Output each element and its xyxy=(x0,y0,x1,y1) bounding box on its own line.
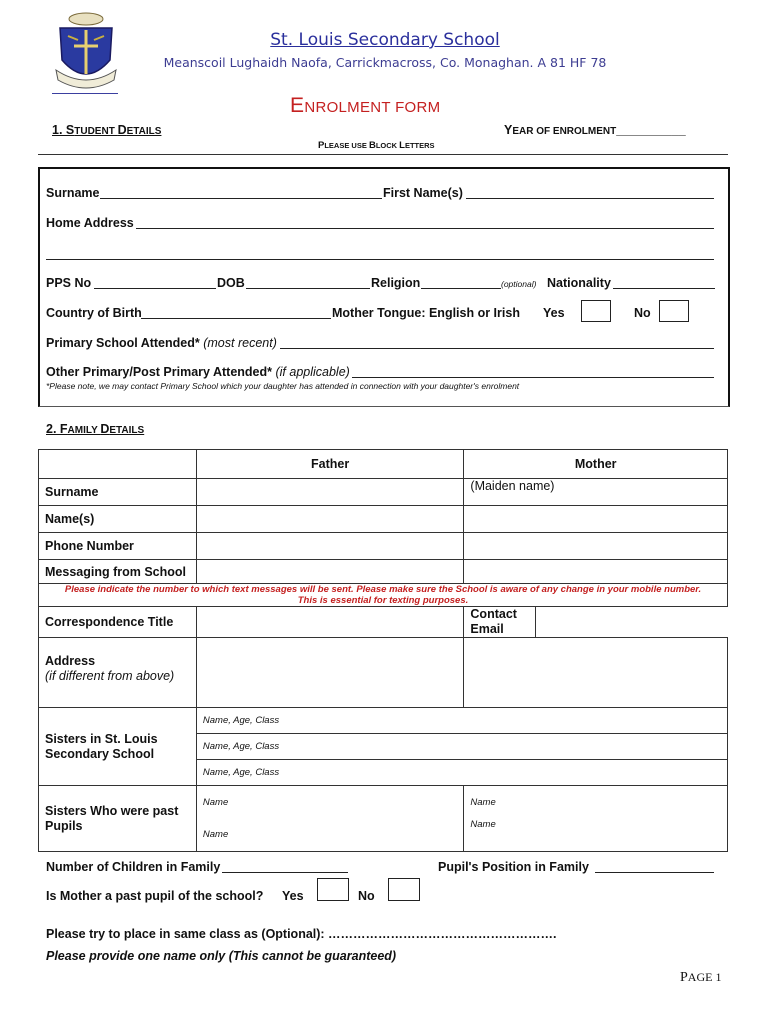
sister-3-field[interactable]: Name, Age, Class xyxy=(196,760,727,786)
block-letters-note: PLEASE USE BLOCK LETTERS xyxy=(318,140,435,151)
religion-label: Religion xyxy=(371,276,421,290)
country-of-birth-label: Country of Birth xyxy=(46,306,142,320)
mother-tongue-label: Mother Tongue: English or Irish xyxy=(332,306,520,320)
home-address-field-2[interactable] xyxy=(46,247,714,260)
pps-label: PPS No xyxy=(46,276,92,290)
sister-2-field[interactable]: Name, Age, Class xyxy=(196,734,727,760)
mother-past-no-label: No xyxy=(358,889,375,903)
other-primary-field[interactable] xyxy=(352,365,714,378)
mother-past-pupil-label: Is Mother a past pupil of the school? xyxy=(46,889,264,903)
mother-address-field[interactable] xyxy=(464,638,728,708)
pps-field[interactable] xyxy=(94,276,216,289)
past-pupil-3-field[interactable]: Name xyxy=(470,796,496,808)
nationality-field[interactable] xyxy=(613,276,715,289)
contact-email-field[interactable] xyxy=(536,607,728,638)
children-count-label: Number of Children in Family xyxy=(46,860,221,874)
contact-primary-note: *Please note, we may contact Primary School which your daughter has attended in connection with your daughter's enrolment xyxy=(46,381,520,391)
first-names-label: First Name(s) xyxy=(383,186,463,200)
optional-note: (optional) xyxy=(501,279,537,289)
correspondence-title-label: Correspondence Title xyxy=(39,607,197,638)
children-count-field[interactable] xyxy=(222,860,348,873)
page-number: PAGE 1 xyxy=(680,970,722,985)
school-crest-logo xyxy=(52,10,120,90)
home-address-field[interactable] xyxy=(136,216,714,229)
surname-field[interactable] xyxy=(100,186,382,199)
school-address: Meanscoil Lughaidh Naofa, Carrickmacross, Co. Monaghan. A 81 HF 78 xyxy=(163,55,607,70)
mother-tongue-yes-checkbox[interactable] xyxy=(581,300,611,322)
family-names-label: Name(s) xyxy=(39,506,197,533)
school-name: St. Louis Secondary School xyxy=(270,30,500,50)
family-surname-label: Surname xyxy=(39,479,197,506)
phone-number-label: Phone Number xyxy=(39,533,197,560)
other-primary-label: Other Primary/Post Primary Attended* (if applicable) xyxy=(46,365,350,379)
religion-field[interactable] xyxy=(421,276,501,289)
contact-email-label: Contact Email xyxy=(464,607,536,638)
first-names-field[interactable] xyxy=(466,186,714,199)
sisters-past-pupils-label: Sisters Who were past Pupils xyxy=(39,786,197,852)
mother-tongue-yes-label: Yes xyxy=(543,306,565,320)
father-address-field[interactable] xyxy=(196,638,464,708)
section-1-heading: 1. STUDENT DETAILS xyxy=(52,123,162,137)
messaging-label: Messaging from School xyxy=(39,560,197,584)
past-pupil-4-field[interactable]: Name xyxy=(470,818,496,830)
maiden-name-hint: (Maiden name) xyxy=(470,479,555,493)
mother-tongue-no-label: No xyxy=(634,306,651,320)
section-2-heading: 2. FAMILY DETAILS xyxy=(46,422,145,436)
same-class-request[interactable]: Please try to place in same class as (Optional): ………………………………………………. xyxy=(46,927,557,941)
mother-past-no-checkbox[interactable] xyxy=(388,878,420,901)
family-details-table xyxy=(38,449,728,852)
surname-label: Surname xyxy=(46,186,100,200)
sister-1-field[interactable]: Name, Age, Class xyxy=(196,708,727,734)
mother-past-yes-label: Yes xyxy=(282,889,304,903)
father-messaging-field[interactable] xyxy=(196,560,464,584)
nationality-label: Nationality xyxy=(547,276,611,290)
header-divider xyxy=(38,154,728,155)
father-surname-field[interactable] xyxy=(196,479,464,506)
home-address-label: Home Address xyxy=(46,216,134,230)
address-label: Address (if different from above) xyxy=(39,638,197,708)
dob-label: DOB xyxy=(217,276,245,290)
correspondence-title-field[interactable] xyxy=(196,607,464,638)
father-column-header: Father xyxy=(196,450,464,479)
primary-school-label: Primary School Attended* (most recent) xyxy=(46,336,277,350)
mother-column-header: Mother xyxy=(464,450,728,479)
year-of-enrolment-label: YEAR OF ENROLMENT__________ xyxy=(504,123,686,137)
father-names-field[interactable] xyxy=(196,506,464,533)
crest-underline xyxy=(52,93,118,94)
pupil-position-field[interactable] xyxy=(595,860,714,873)
one-name-note: Please provide one name only (This cannot be guaranteed) xyxy=(46,949,397,963)
mother-messaging-field[interactable] xyxy=(464,560,728,584)
past-pupil-1-field[interactable]: Name xyxy=(202,796,229,808)
father-phone-field[interactable] xyxy=(196,533,464,560)
mother-phone-field[interactable] xyxy=(464,533,728,560)
mother-tongue-no-checkbox[interactable] xyxy=(659,300,689,322)
messaging-warning: Please indicate the number to which text messages will be sent. Please make sure the School is aware of any change in your mobile number. This is essential for texting purposes. xyxy=(39,584,728,607)
sisters-st-louis-label: Sisters in St. Louis Secondary School xyxy=(39,708,197,786)
past-pupil-2-field[interactable]: Name xyxy=(202,828,229,840)
primary-school-field[interactable] xyxy=(280,336,714,349)
mother-surname-field[interactable] xyxy=(464,479,728,506)
form-title: ENROLMENT FORM xyxy=(290,94,441,117)
mother-names-field[interactable] xyxy=(464,506,728,533)
pupil-position-label: Pupil's Position in Family xyxy=(438,860,589,874)
dob-field[interactable] xyxy=(246,276,370,289)
country-of-birth-field[interactable] xyxy=(141,306,331,319)
mother-past-yes-checkbox[interactable] xyxy=(317,878,349,901)
